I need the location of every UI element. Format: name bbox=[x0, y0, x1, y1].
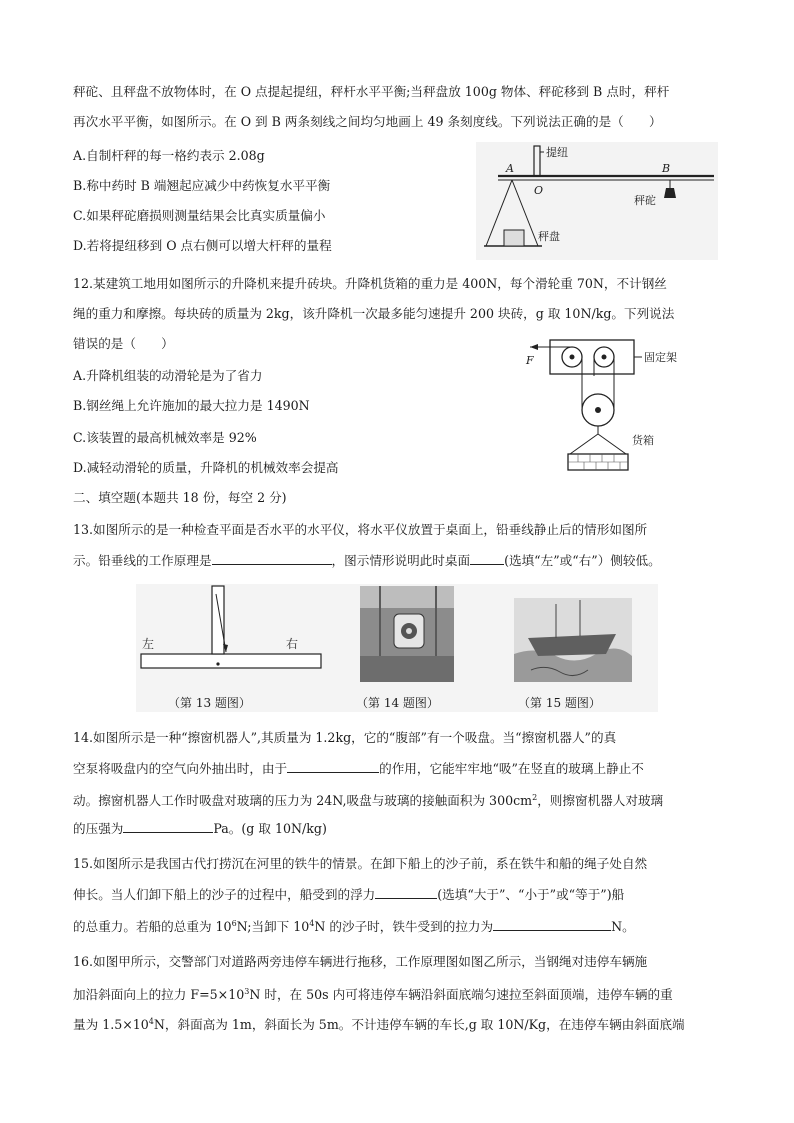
label-chengpan: 秤盘 bbox=[538, 230, 560, 243]
q15-line-3 bbox=[73, 916, 635, 935]
q15-text-e: N 的沙子时，铁牛受到的拉力为 bbox=[314, 919, 494, 935]
q14-text-c: 动。擦窗机器人工作时吸盘对玻璃的压力为 24N,吸盘与玻璃的接触面积为 300cm bbox=[73, 793, 533, 809]
caption-fig-15: （第 15 题图） bbox=[518, 696, 601, 710]
q16-text-a: 加沿斜面向上的拉力 F=5×10 bbox=[73, 987, 245, 1003]
caption-fig-13: （第 13 题图） bbox=[168, 696, 251, 710]
q12-option-b: B.钢丝绳上允许施加的最大拉力是 1490N bbox=[73, 398, 310, 413]
label-a: A bbox=[506, 162, 514, 175]
q14-line-4 bbox=[73, 820, 327, 837]
q15-text-b: (选填“大于”、“小于”或“等于”)船 bbox=[437, 887, 625, 902]
q15-text-c: 的总重力。若船的总重为 10 bbox=[73, 919, 232, 935]
label-frame: 固定架 bbox=[644, 351, 677, 364]
label-left: 左 bbox=[142, 637, 155, 651]
section-2-title: 二、填空题(本题共 18 份，每空 2 分) bbox=[73, 490, 287, 505]
q13-blank-2[interactable] bbox=[470, 552, 504, 565]
q11-option-c: C.如果秤砣磨损则测量结果会比真实质量偏小 bbox=[73, 208, 326, 223]
q15-text-a: 伸长。当人们卸下船上的沙子的过程中，船受到的浮力 bbox=[73, 887, 376, 902]
q11-line-2: 再次水平平衡，如图所示。在 O 到 B 两条刻线之间均匀地画上 49 条刻度线。下列说法正确的是（ ） bbox=[73, 114, 662, 129]
q13-text-c: (选填“左”或“右”）侧较低。 bbox=[504, 553, 661, 568]
q12-line-1: 12.某建筑工地用如图所示的升降机来提升砖块。升降机货箱的重力是 400N，每个滑轮重 70N，不计钢丝 bbox=[73, 276, 667, 291]
q14-text-f: Pa。(g 取 10N/kg) bbox=[213, 821, 327, 836]
q11-line-1: 秤砣、且秤盘不放物体时，在 O 点提起提纽，秤杆水平平衡;当秤盘放 100g 物体、秤砣移到 B 点时，秤杆 bbox=[73, 84, 670, 99]
q14-line-1: 14.如图所示是一种“擦窗机器人”,其质量为 1.2kg，它的“腹部”有一个吸盘。当“擦窗机器人”的真 bbox=[73, 730, 617, 745]
q16-text-b: N 时，在 50s 内可将违停车辆沿斜面底端匀速拉至斜面顶端，违停车辆的重 bbox=[249, 987, 673, 1003]
q16-line-3 bbox=[73, 1014, 685, 1033]
q14-blank-1[interactable] bbox=[287, 760, 379, 773]
q12-line-2: 绳的重力和摩擦。每块砖的质量为 2kg，该升降机一次最多能匀速提升 200 块砖，g 取 10N/kg。下列说法 bbox=[73, 306, 675, 321]
q14-sup: 2 bbox=[532, 793, 538, 802]
q15-line-1: 15.如图所示是我国古代打捞沉在河里的铁牛的情景。在卸下船上的沙子前，系在铁牛和船的绳子处自然 bbox=[73, 856, 648, 871]
q14-line-2 bbox=[73, 760, 644, 777]
q15-sup-1: 6 bbox=[231, 919, 237, 928]
q15-blank-1[interactable] bbox=[375, 886, 437, 899]
q13-blank-1[interactable] bbox=[212, 552, 332, 565]
q15-sup-2: 4 bbox=[309, 919, 315, 928]
q12-option-a: A.升降机组装的动滑轮是为了省力 bbox=[73, 368, 263, 383]
figure-row-13-15 bbox=[136, 584, 658, 712]
q15-text-f: N。 bbox=[611, 919, 635, 935]
q16-sup-2: 4 bbox=[148, 1017, 154, 1026]
q14-text-b: 的作用，它能牢牢地“吸”在竖直的玻璃上静止不 bbox=[379, 761, 644, 776]
q16-sup-1: 3 bbox=[244, 987, 250, 996]
q13-text-a: 示。铅垂线的工作原理是 bbox=[73, 553, 212, 568]
q12-option-c: C.该装置的最高机械效率是 92% bbox=[73, 430, 257, 445]
q14-line-3 bbox=[73, 790, 663, 809]
q15-blank-2[interactable] bbox=[493, 918, 611, 931]
q15-text-d: N;当卸下 10 bbox=[236, 919, 310, 935]
q16-line-1: 16.如图甲所示，交警部门对道路两旁违停车辆进行拖移，工作原理图如图乙所示，当钢绳对违停车辆施 bbox=[73, 954, 648, 969]
q14-text-e: 的压强为 bbox=[73, 821, 124, 836]
q12-line-3: 错误的是（ ） bbox=[73, 336, 174, 351]
label-f: F bbox=[526, 354, 534, 367]
q14-text-d: ，则擦窗机器人对玻璃 bbox=[537, 793, 664, 809]
q13-line-2 bbox=[73, 552, 661, 569]
label-chengtuo: 秤砣 bbox=[634, 194, 656, 207]
q16-text-d: N，斜面高为 1m，斜面长为 5m。不计违停车辆的车长,g 取 10N/Kg，在违停车辆由斜面底端 bbox=[153, 1017, 685, 1033]
q11-figure-steelyard bbox=[476, 142, 718, 260]
q14-text-a: 空泵将吸盘内的空气向外抽出时，由于 bbox=[73, 761, 288, 776]
q11-option-a: A.自制杆秤的每一格约表示 2.08g bbox=[73, 148, 265, 163]
q15-line-2 bbox=[73, 886, 624, 903]
q13-line-1: 13.如图所示的是一种检查平面是否水平的水平仪，将水平仪放置于桌面上，铅垂线静止后的情形如图所 bbox=[73, 522, 648, 537]
q12-option-d: D.减轻动滑轮的质量，升降机的机械效率会提高 bbox=[73, 460, 339, 475]
label-box: 货箱 bbox=[632, 434, 654, 447]
label-tiniu: 提纽 bbox=[546, 146, 568, 159]
q11-option-b: B.称中药时 B 端翘起应减少中药恢复水平平衡 bbox=[73, 178, 331, 193]
q12-figure-pulley bbox=[520, 336, 690, 476]
q16-text-c: 量为 1.5×10 bbox=[73, 1017, 149, 1033]
label-b: B bbox=[662, 162, 671, 175]
q14-blank-2[interactable] bbox=[123, 820, 213, 833]
q11-option-d: D.若将提纽移到 O 点右侧可以增大杆秤的量程 bbox=[73, 238, 332, 253]
label-o: O bbox=[534, 184, 544, 197]
q16-line-2 bbox=[73, 984, 673, 1003]
caption-fig-14: （第 14 题图） bbox=[356, 696, 439, 710]
q13-text-b: ，图示情形说明此时桌面 bbox=[331, 553, 471, 568]
label-right: 右 bbox=[286, 637, 299, 651]
